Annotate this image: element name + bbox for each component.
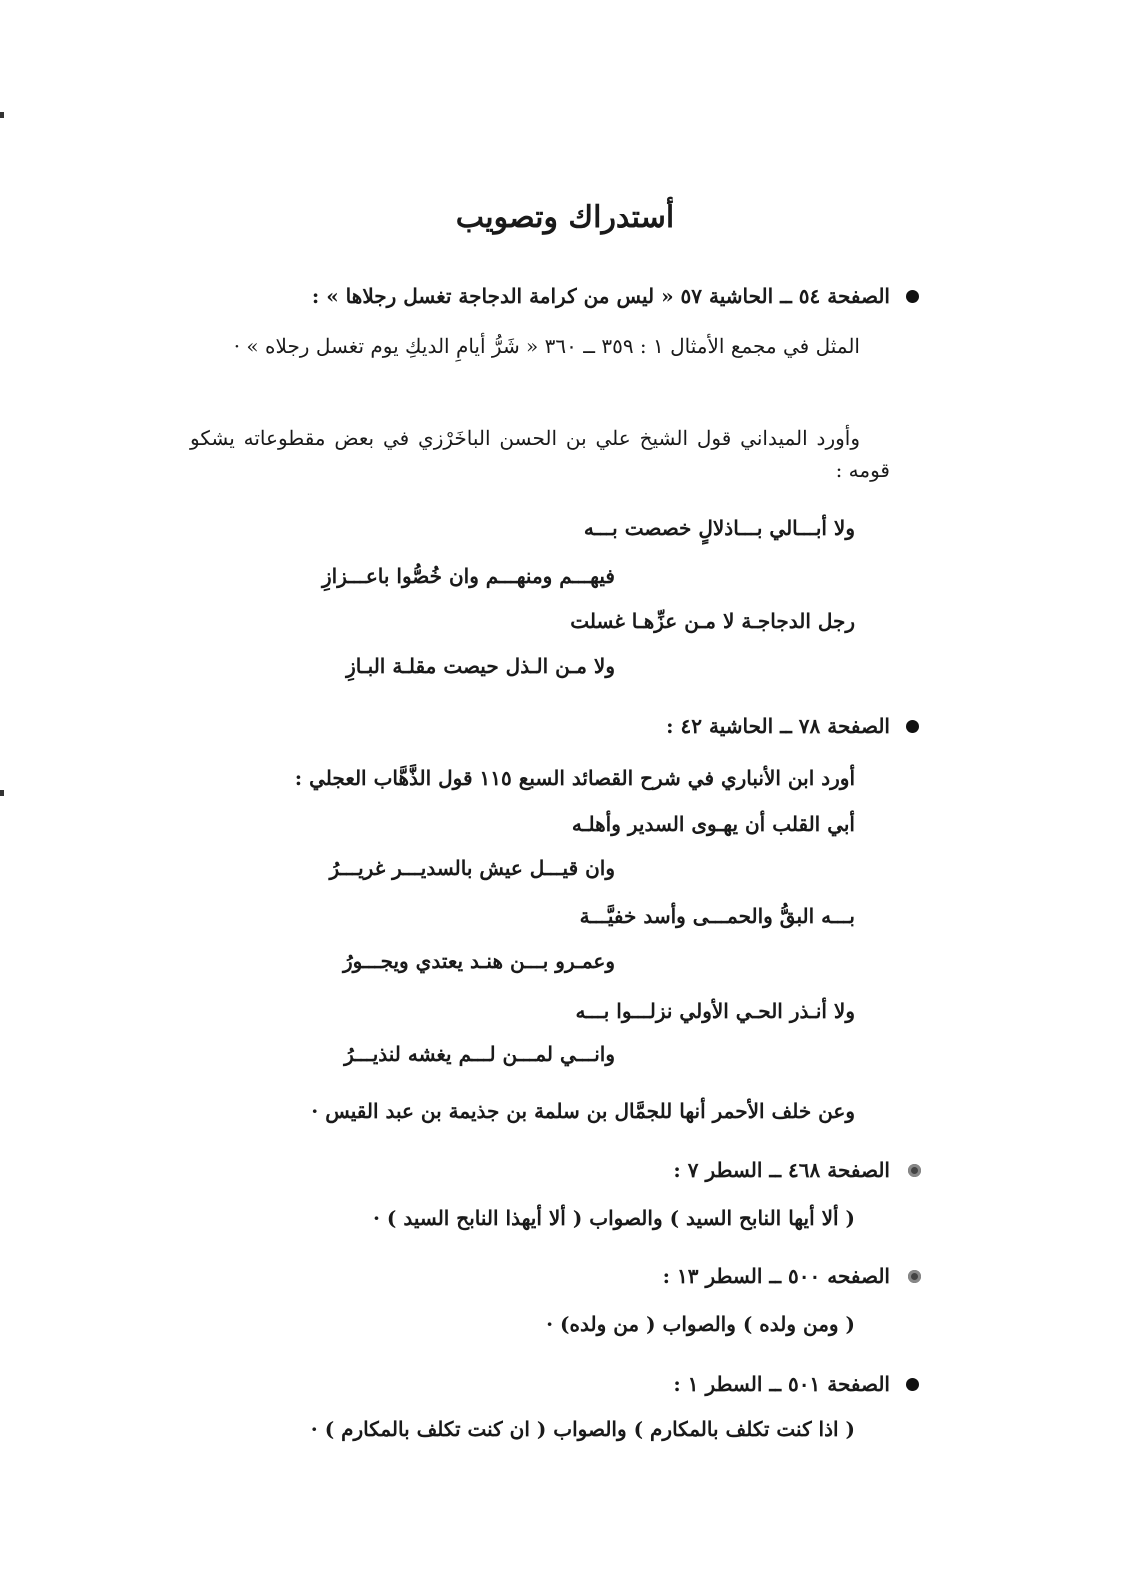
paragraph: أورد ابن الأنباري في شرح القصائد السبع ١١٥ قول الذَّهَّاب العجلي : [294,766,855,790]
paragraph: وعن خلف الأحمر أنها للجمَّال بن سلمة بن جذيمة بن عبد القيس · [311,1099,855,1123]
bullet-icon [908,1164,921,1177]
verse-line: ولا مـن الـذل حيصت مقلـة البـازِ [346,654,615,678]
verse-line: وانـــي لمـــن لـــم يغشه لنذيـــرُ [344,1042,615,1066]
section-heading: الصفحة ٤٦٨ ــ السطر ٧ : [673,1158,890,1182]
verse-line: وعمـرو بـــن هنـد يعتدي ويجـــورُ [343,949,615,973]
section-heading: الصفحه ٥٠٠ ــ السطر ١٣ : [662,1264,890,1288]
correction-text: ( ألا أيها النابح السيد ) والصواب ( ألا أيهذا النابح السيد ) · [372,1206,855,1230]
page-title: أستدراك وتصويب [455,200,675,235]
verse-line: ولا أبـــالي بـــاذلالٍ خصصت بـــه [583,516,855,540]
section-heading: الصفحة ٧٨ ــ الحاشية ٤٢ : [666,714,890,738]
bullet-icon [906,720,919,733]
correction-text: ( اذا كنت تكلف بالمكارم ) والصواب ( ان كنت تكلف بالمكارم ) · [310,1417,855,1441]
verse-line: وان قيـــل عيش بالسديـــر غريـــرُ [329,856,615,880]
verse-line: ولا أنـذر الحـي الأولي نزلـــوا بـــه [575,999,855,1023]
bullet-icon [908,1270,921,1283]
paragraph: المثل في مجمع الأمثال ١ : ٣٥٩ ــ ٣٦٠ « شَرُّ أيامِ الديكِ يوم تغسل رجلاه » · [233,334,860,358]
verse-line: رجل الدجاجـة لا مـن عزِّهـا غسلت [570,609,855,633]
paragraph: وأورد الميداني قول الشيخ علي بن الحسن الباخَرْزي في بعض مقطوعاته يشكو قومه : [190,426,890,482]
verse-line: بـــه البقُّ والحمـــى وأسد خفيَّـــة [579,904,855,928]
correction-text: ( ومن ولده ) والصواب ( من ولده) · [546,1312,855,1336]
verse-line: فيهـــم ومنهـــم وان خُصُّوا باعـــزازِ [322,564,615,588]
section-heading: الصفحة ٥٤ ــ الحاشية ٥٧ « ليس من كرامة الدجاجة تغسل رجلاها » : [311,284,890,308]
section-heading: الصفحة ٥٠١ ــ السطر ١ : [673,1372,890,1396]
scan-speck [0,790,4,796]
verse-line: أبي القلب أن يهـوى السدير وأهلـه [571,812,855,836]
bullet-icon [906,290,919,303]
bullet-icon [906,1378,919,1391]
scan-speck [0,112,4,118]
